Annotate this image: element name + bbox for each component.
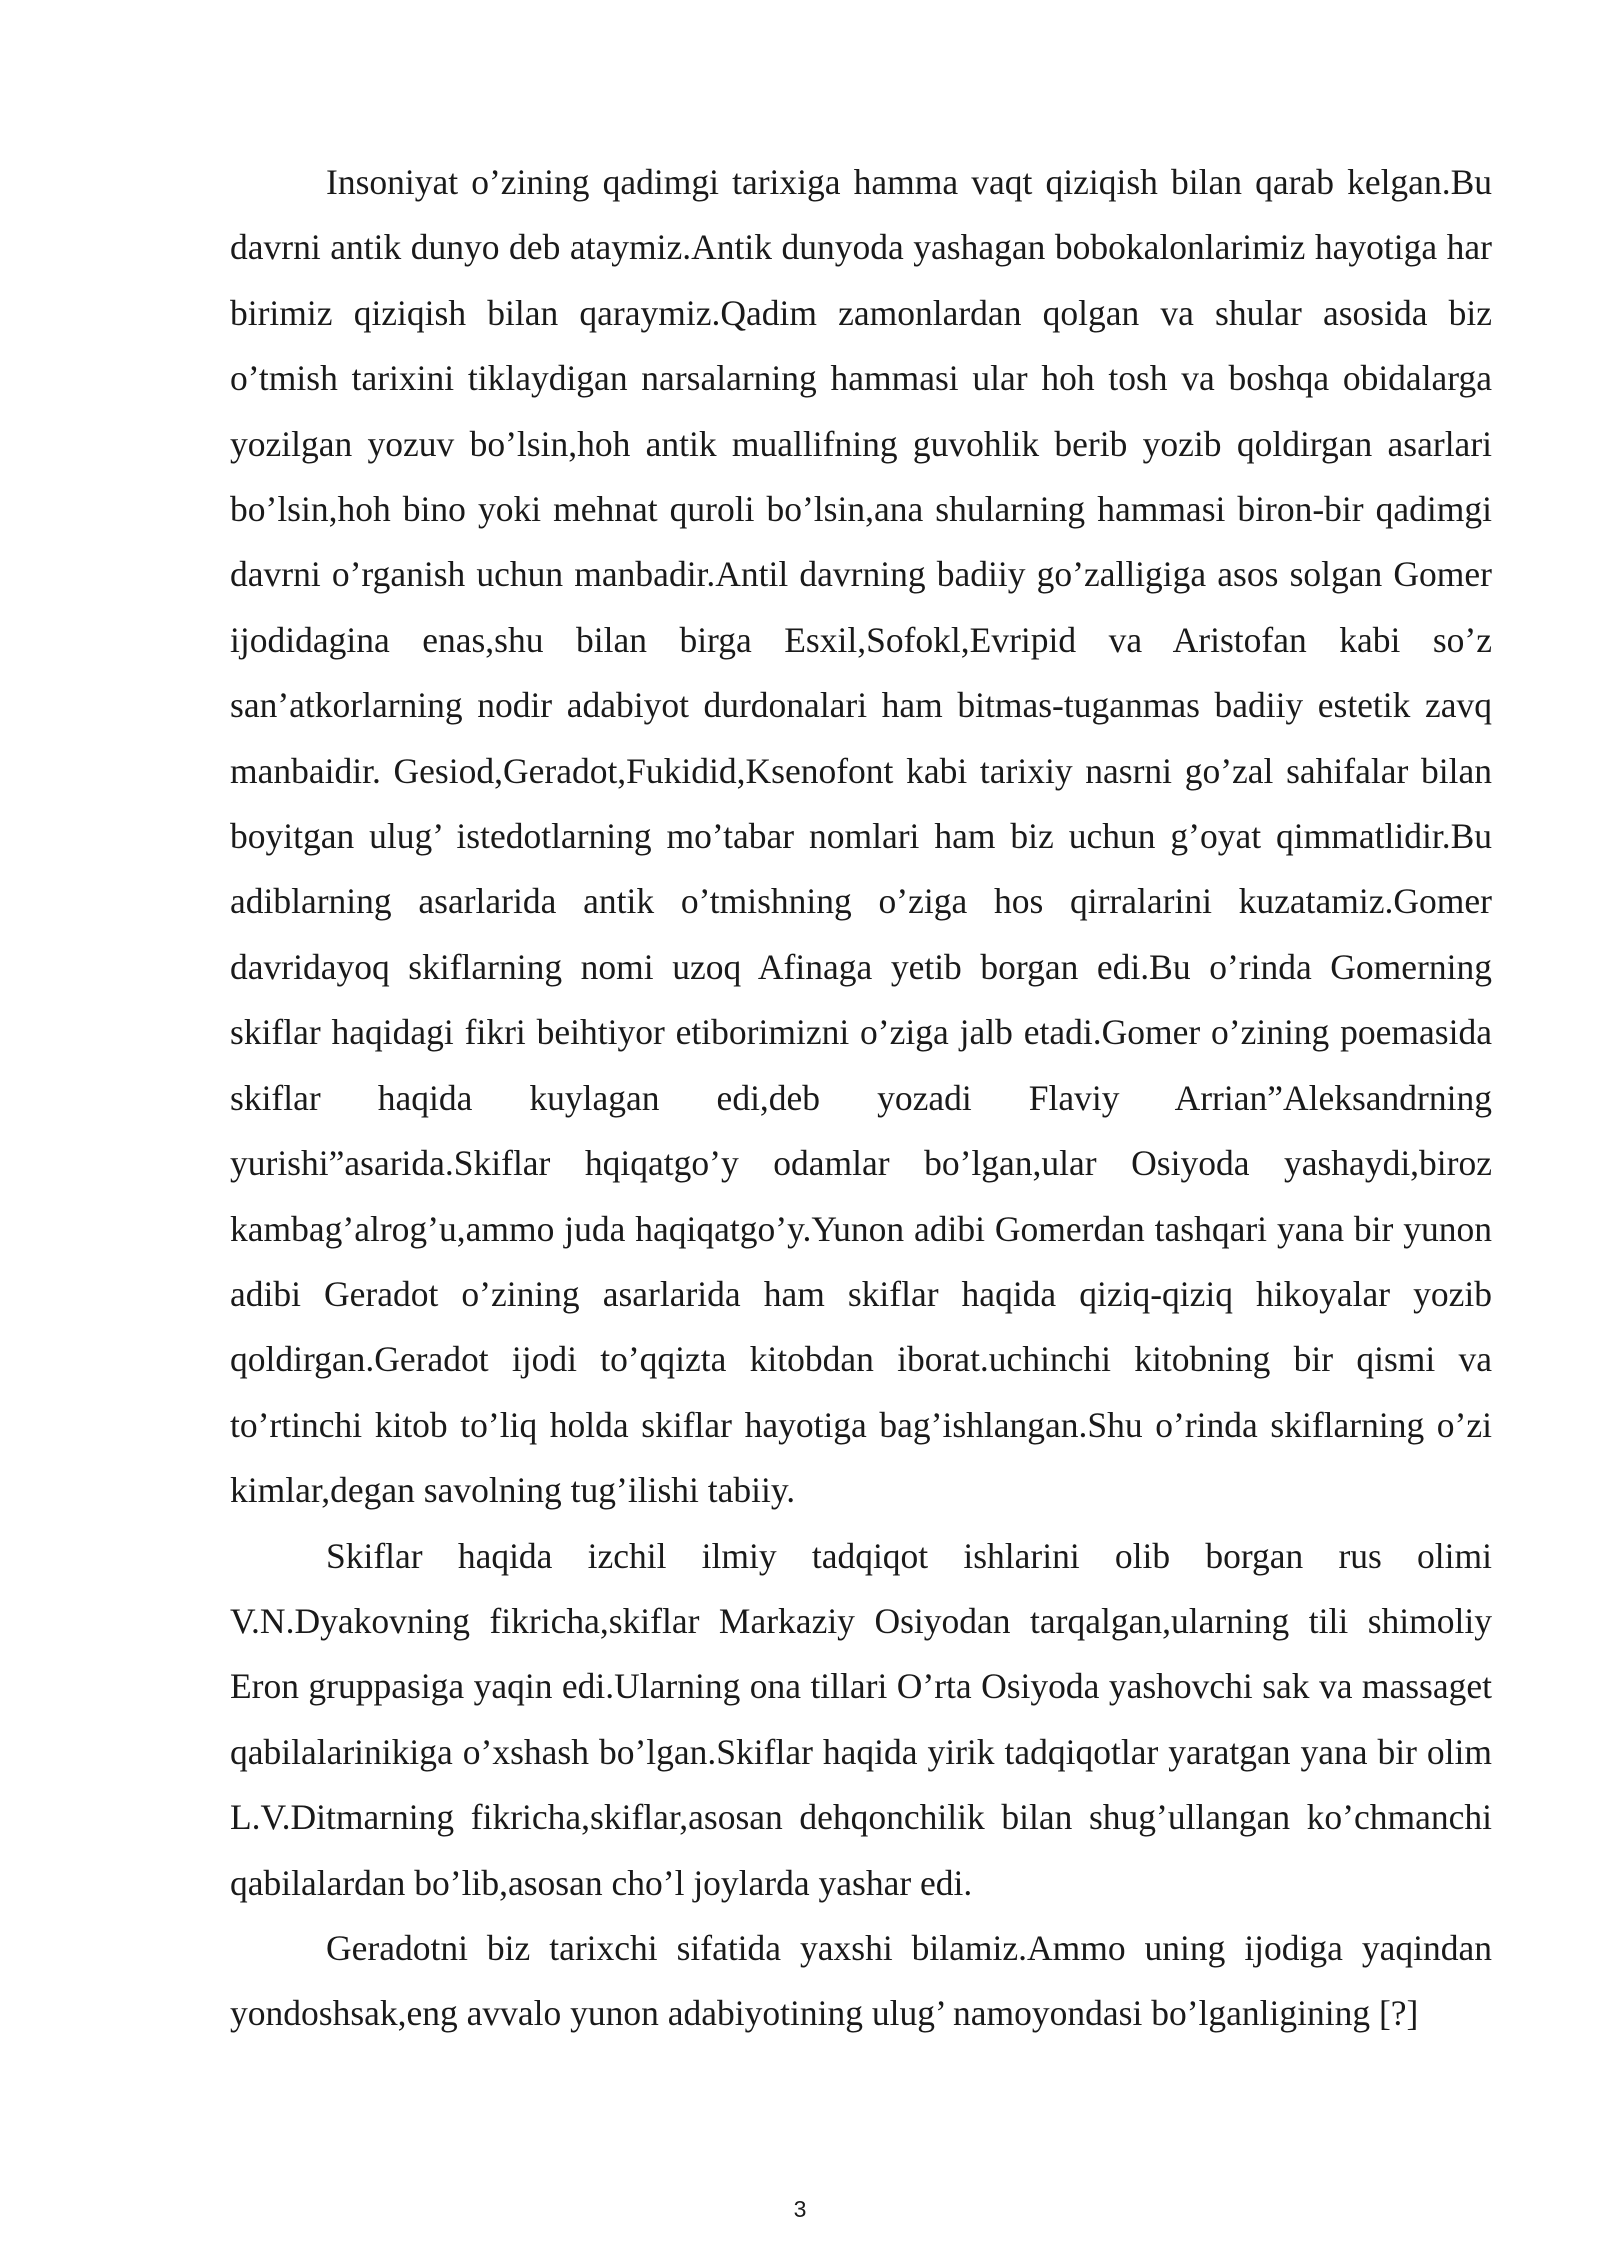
paragraph-3: Geradotni biz tarixchi sifatida yaxshi bilamiz.Ammo uning ijodiga yaqindan yondoshsak,eng avvalo yunon adabiyotining ulug’ namoyondasi bo’lganligining [?] — [230, 1927, 1492, 2034]
page-number: 3 — [793, 2196, 807, 2222]
paragraph-1: Insoniyat o’zining qadimgi tarixiga hamma vaqt qiziqish bilan qarab kelgan.Bu davrni antik dunyo deb ataymiz.Antik dunyoda yashagan bobokalonlarimiz hayotiga har birimiz qiziqish bilan qaraymiz.Qadim zamonlardan qolgan va shular asosida biz o’tmish tarixini tiklaydigan narsalarning hammasi ular hoh tosh va boshqa obidalarga yozilgan yozuv bo’lsin,hoh antik muallifning guvohlik berib yozib qoldirgan asarlari bo’lsin,hoh bino yoki mehnat quroli bo’lsin,ana shularning hammasi biron-bir qadimgi davrni o’rganish uchun manbadir.Antil davrning badiiy go’zalligiga asos solgan Gomer ijodidagina enas,shu bilan birga Esxil,Sofokl,Evripid va Aristofan kabi so’z san’atkorlarning nodir adabiyot durdonalari ham bitmas-tuganmas badiiy estetik zavq manbaidir. Gesiod,Geradot,Fukidid,Ksenofont kabi tarixiy nasrni go’zal sahifalar bilan boyitgan ulug’ istedotlarning mo’tabar nomlari ham biz uchun g’oyat qimmatlidir.Bu adiblarning asarlarida antik o’tmishning o’ziga hos qirralarini kuzatamiz.Gomer davridayoq skiflarning nomi uzoq Afinaga yetib borgan edi.Bu o’rinda Gomerning skiflar haqidagi fikri beihtiyor etiborimizni o’ziga jalb etadi.Gomer o’zining poemasida skiflar haqida kuylagan edi,deb yozadi Flaviy Arrian”Aleksandrning yurishi”asarida.Skiflar hqiqatgo’y odamlar bo’lgan,ular Osiyoda yashaydi,biroz kambag’alrog’u,ammo juda haqiqatgo’y.Yunon adibi Gomerdan tashqari yana bir yunon adibi Geradot o’zining asarlarida ham skiflar haqida qiziq-qiziq hikoyalar yozib qoldirgan.Geradot ijodi to’qqizta kitobdan iborat.uchinchi kitobning bir qismi va to’rtinchi kitob to’liq holda skiflar hayotiga bag’ishlangan.Shu o’rinda skiflarning o’zi kimlar,degan savolning tug’ilishi tabiiy. — [230, 162, 1492, 1511]
paragraph-2: Skiflar haqida izchil ilmiy tadqiqot ishlarini olib borgan rus olimi V.N.Dyakovning fikricha,skiflar Markaziy Osiyodan tarqalgan,ularning tili shimoliy Eron gruppasiga yaqin edi.Ularning ona tillari O’rta Osiyoda yashovchi sak va massaget qabilalarinikiga o’xshash bo’lgan.Skiflar haqida yirik tadqiqotlar yaratgan yana bir olim L.V.Ditmarning fikricha,skiflar,asosan dehqonchilik bilan shug’ullangan ko’chmanchi qabilalardan bo’lib,asosan cho’l joylarda yashar edi. — [230, 1535, 1492, 1903]
document-body — [230, 150, 1492, 2047]
